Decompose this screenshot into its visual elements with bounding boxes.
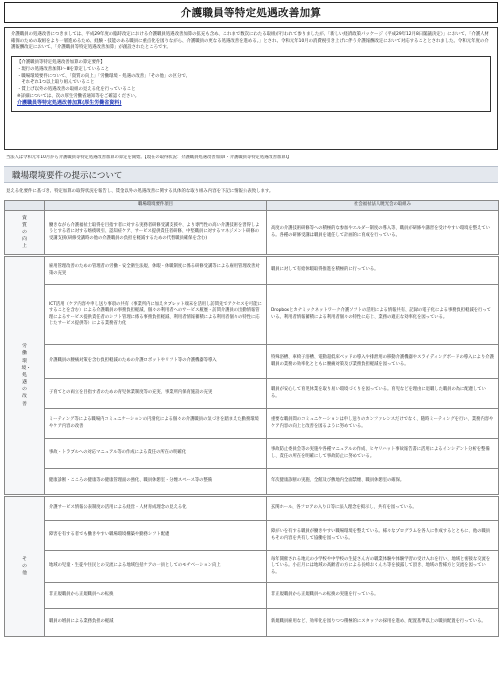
header-requirement: 職場環境要件項目 [45,201,267,211]
category-label: 資質の向上 [22,215,27,250]
initiative-cell: 事故防止委員会等の実施や各種マニュアルの作成、ヒヤリハット事故報告書に活用によるインシデント分析を整備し、責任の所在を明確にして事故防止に努めている。 [267,439,499,469]
intro-box [4,27,498,150]
requirement-cell: 介護サービス情報公表制度の活用による経営・人材育成理念の見える化 [45,497,267,521]
summary-line: それぞれ1つ以上取り組んでいること [17,80,95,86]
section-description: 見える化要件に基づき、特定加算の取得状況を報告し、賃金以外の処遇改善に関する具体的な取り組み内容を下記に情報公表致します。 [6,189,274,194]
requirement-cell: 障害を有する者でも働きやすい職場環境構築や勤務シフト配慮 [45,521,267,551]
initiative-cell: 特殊浴槽、車椅子浴槽、電動超低床ベッドの導入や排泄用の移動介護機器やスライディングボードの導入により介護職員の業務の効率化とともに腰痛対策及び業務負担軽減を図っている。 [267,345,499,379]
initiative-cell: 職員に対して有給休暇取得推進を積極的に行っている。 [267,257,499,285]
summary-line: ・職場環境要件について、「資質の向上」「労働環境・処遇の改善」「その他」の区分で、 [17,73,191,79]
header-initiative: 社会福祉法人暁光会の取組み [267,201,499,211]
category-cell [5,497,45,637]
requirement-cell: 働きながら介護福祉士取得を目指す者に対する実務者研修受講支援や、より専門性の高い介護技術を習得しようとする者に対する喀痰吸引、認知症ケア、サービス提供責任者研修、中堅職員に対するマネジメント研修の受講支援(研修受講時の他の介護職員の負担を軽減するための代替職員確保を含む) [45,211,267,255]
requirement-cell: 非正規職員から正規職員への転換 [45,583,267,609]
table-row [5,345,499,379]
requirement-cell: 職員の増員による業務負担の軽減 [45,609,267,637]
category-label: 労働環境・処遇の改善 [21,344,32,407]
table-row [5,409,499,439]
requirement-cell: 事故・トラブルへの対応マニュアル等の作成による責任の所在の明確化 [45,439,267,469]
initiative-cell: 非正規職員から正規職員への転換の実施を行っている。 [267,583,499,609]
requirement-cell: ミーティング等による職場内コミュニケーションの円滑化による個々の介護職員の気づきを踏まえた勤務環境やケア内容の改善 [45,409,267,439]
requirement-cell: ICT活用（ケア内容や申し送り事項の共有（事業所内に加えタブレット端末を活用し訪問先でアクセスを可能にすることを含む）による介護職員の事務負担軽減、個々の利用者へのサービス履歴・訪問介護員の出勤情報管理によるサービス提供責任者のシフト管理に係る事務負担軽減、利用者情報蓄積による利用者個々の特性に応じたサービス提供等）による業務省力化 [45,285,267,345]
initiative-cell: 重要な職員間のコミュニケーションは申し送りのカンファレンスだけでなく、随時ミーティングを行い、業務内容やケア内容の向上と改善を図るように努めている。 [267,409,499,439]
requirements-table [4,200,499,637]
requirement-cell: 地域の児童・生徒や住民との交流による地域包括ケアの一員としてのモチベーション向上 [45,551,267,583]
initiative-cell: 障がいを有する職員が働きやすい職場環境を整えている。様々なプログラムを各人に作成するとともに、他の職員もその内容を共有して協働を図っている。 [267,521,499,551]
initiative-cell: 新規職員雇用など、効率化を図りつつ積極的にスタッフの採用を進め、配置基準以上の職員配置を行っている。 [267,609,499,637]
requirement-cell: 雇用管理改善のための管理者の労働・安全衛生法規、休暇・休職制度に係る研修受講等による雇用管理改善対策の充実 [45,257,267,285]
acquisition-status-note: 当法人は令和元年10月から介護職員等特定処遇改善加算の算定を開始。【現在の取得状況：介護職員処遇改善加算Ⅰ・介護職員等特定処遇改善加算Ⅰ】 [6,155,292,160]
table-row [5,583,499,609]
initiative-cell: 職員が安心して育児休業を取り易い環境づくりを図っている。育児などを理由に退職した職員の為に配慮している。 [267,379,499,409]
summary-line: ・賃上げ以外の処遇改善の取組の見える化を行っていること [17,86,136,92]
table-row [5,257,499,285]
summary-line: ・現行の処遇改善加算Ⅰ～Ⅲを算定していること [17,67,110,73]
table-row [5,521,499,551]
summary-line: ※詳細については、次の厚生労働省通知等をご確認ください。 [17,93,140,99]
requirement-cell: 子育てとの両立を目指す者のための育児休業制度等の充実、事業所内保育施設の充実 [45,379,267,409]
category-cell [5,257,45,495]
initiative-cell: 年次健康診断の実施、全館及び敷地内全面禁煙、職員休憩室の確保。 [267,469,499,495]
table-row [5,609,499,637]
table-row [5,469,499,495]
category-label: その他 [22,556,27,577]
intro-paragraph: 介護職員の処遇改善につきましては、平成29年度の臨時改定における介護職員処遇改善加算の拡充も含め、これまで数次にわたる取組が行われて参りましたが、「新しい経済政策パッケージ（平成29年12月8日閣議決定）」において、「介護人材確保のための取組をより一層進めるため、経験・技能のある職員に重点化を図りながら、介護職員の更なる処遇改善を進める。」とされ、令和元年10月の消費税引き上げに伴う介護報酬改定において対応することとされました。令和元年度の介護報酬改定において、「介護職員等特定処遇改善加算」が創設されたところです。 [11,32,489,51]
table-row [5,497,499,521]
table-row [5,285,499,345]
initiative-cell: Dropboxとカナミックネットワーク介護ソフトの活用による情報共有、記録の電子化による事務負担軽減を行っている。利用者情報蓄積による利用者個々の特性に応じ、業務の適正な効率化を図っている。 [267,285,499,345]
table-row [5,551,499,583]
table-header-row [5,201,499,211]
requirement-cell: 健康診断・こころの健康等の健康管理面の強化、職員休憩室・分煙スペース等の整備 [45,469,267,495]
table-row [5,379,499,409]
requirement-cell: 介護職員の腰痛対策を含む負担軽減のための介護ロボットやリフト等の介護機器等導入 [45,345,267,379]
header-category [5,201,45,211]
summary-heading: 【介護職員等特定処遇改善加算の算定要件】 [17,59,105,65]
initiative-cell: 玄関ホール、各フロアの入り口等に法人理念を掲示し、共有を図っている。 [267,497,499,521]
section-heading: 職場環境要件の提示について [4,166,498,183]
initiative-cell: 高度の介護技術研修等への積極的な参加やエルダー制度の導入等、職員が研修や講習を受けやすい環境を整えている。各種の研修受講は職員を適任して計画的に育成を行っている。 [267,211,499,255]
table-row [5,211,499,255]
page-title: 介護職員等特定処遇改善加算 [4,2,498,23]
initiative-cell: 毎年開催される地元の小学校や中学校の生徒さん方の職業体験や体験学習の受け入れを行い、地域と密接な交流をしている。小正月には地域の高齢者の方による長崎おくんち等を披露して頂き、地域の皆様方と交流を図っている。 [267,551,499,583]
category-cell [5,211,45,255]
table-row [5,439,499,469]
requirements-summary [11,56,491,112]
mhlw-document-link[interactable]: 介護職員等特定処遇改善加算(厚生労働省資料) [17,100,122,107]
